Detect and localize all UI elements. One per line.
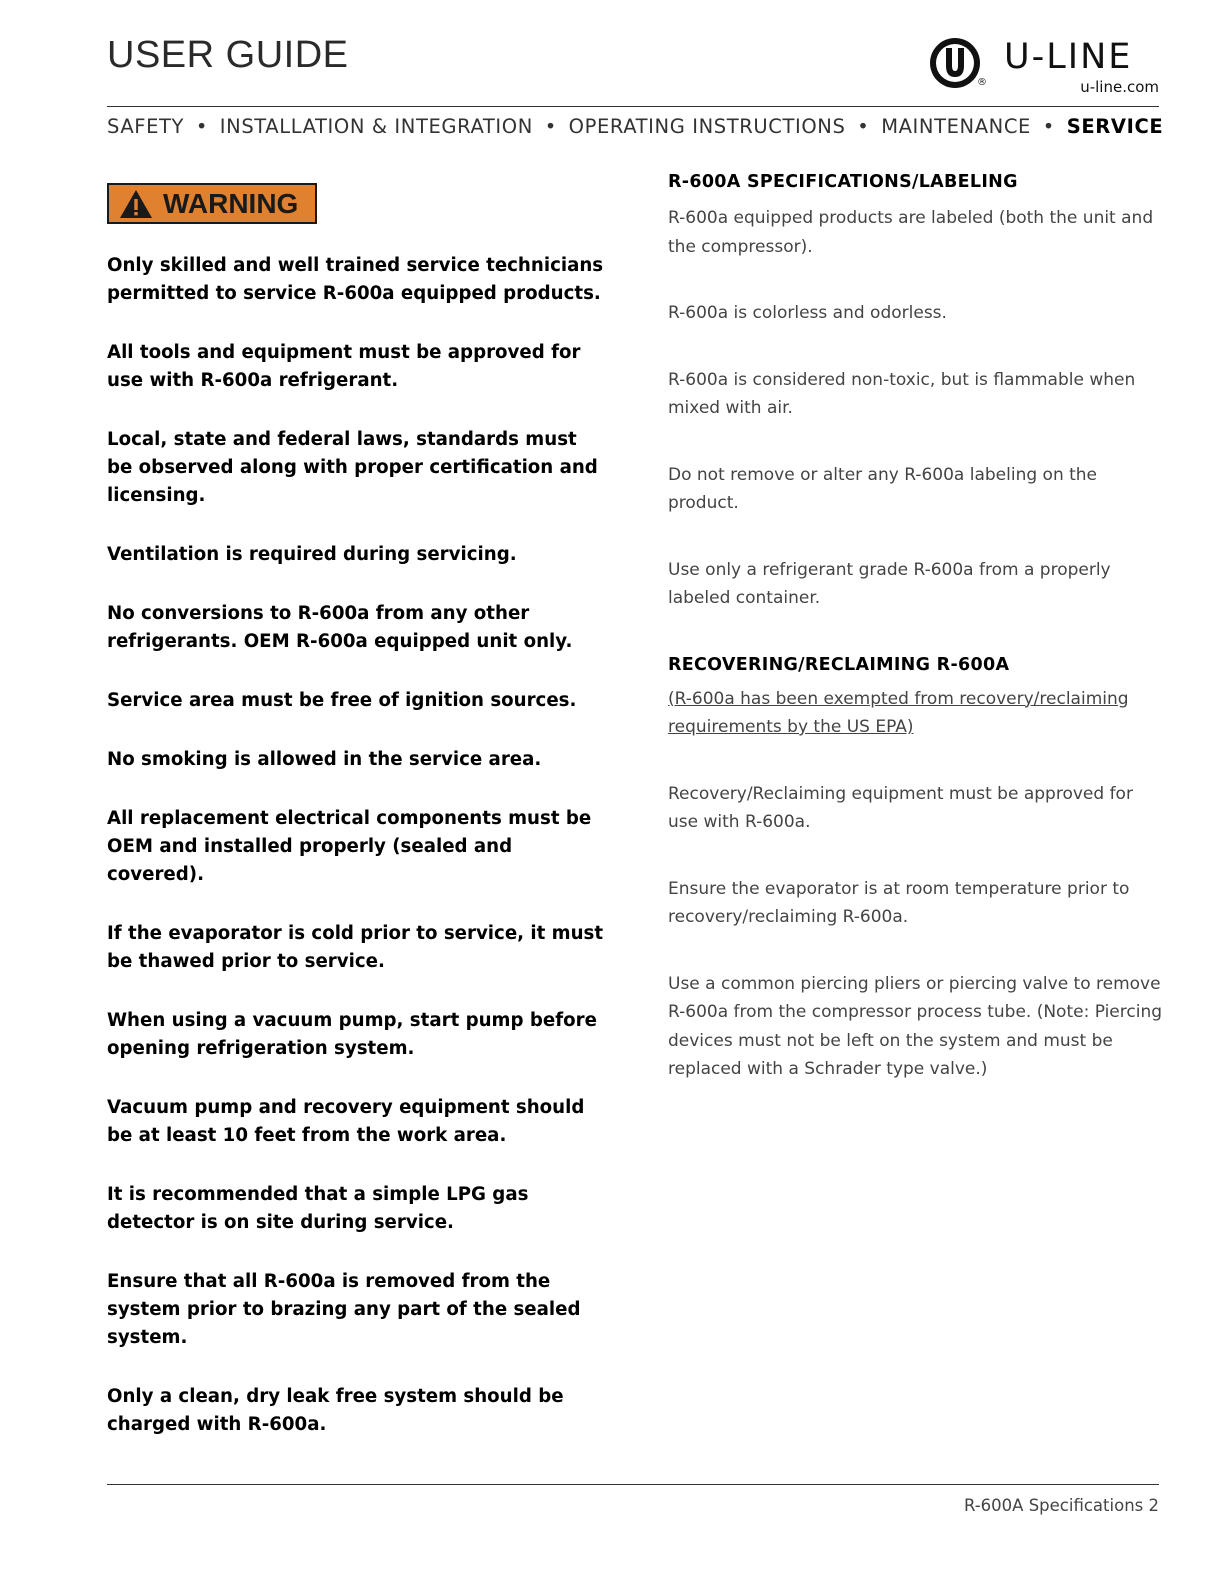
- section-breadcrumb: [107, 115, 1164, 138]
- nav-item-installation[interactable]: INSTALLATION & INTEGRATION: [219, 115, 533, 138]
- specs-paragraph: R-600a is colorless and odorless.: [668, 303, 947, 323]
- uline-logo-icon: [928, 36, 982, 90]
- nav-item-service[interactable]: SERVICE: [1066, 115, 1164, 138]
- header-divider: [107, 106, 1159, 107]
- warning-badge: [107, 183, 317, 224]
- specs-heading: R-600A SPECIFICATIONS/LABELING: [668, 172, 1018, 192]
- nav-separator: •: [195, 115, 208, 138]
- recovering-paragraph: Ensure the evaporator is at room temperature prior to recovery/reclaiming R-600a.: [668, 878, 1130, 927]
- specifications-column: [668, 170, 1163, 1084]
- warning-item: When using a vacuum pump, start pump before opening refrigeration system.: [107, 1010, 597, 1059]
- recovering-paragraph: Recovery/Reclaiming equipment must be approved for use with R-600a.: [668, 783, 1133, 832]
- recovering-heading: RECOVERING/RECLAIMING R-600A: [668, 654, 1010, 675]
- warning-item: No conversions to R-600a from any other refrigerants. OEM R-600a equipped unit only.: [107, 603, 573, 652]
- nav-item-operating[interactable]: OPERATING INSTRUCTIONS: [568, 115, 846, 138]
- warning-item: If the evaporator is cold prior to service, it must be thawed prior to service.: [107, 923, 604, 972]
- footer-divider: [107, 1484, 1159, 1485]
- warning-item: Local, state and federal laws, standards must be observed along with proper certification and licensing.: [107, 429, 598, 506]
- brand-logo: [928, 34, 1160, 96]
- warning-item: Ventilation is required during servicing.: [107, 544, 517, 565]
- brand-url[interactable]: u-line.com: [1080, 78, 1159, 96]
- registered-mark: ®: [977, 77, 987, 88]
- nav-separator: •: [857, 115, 870, 138]
- nav-separator: •: [544, 115, 557, 138]
- warning-item: All replacement electrical components must be OEM and installed properly (sealed and covered).: [107, 808, 592, 885]
- warning-item: Vacuum pump and recovery equipment should be at least 10 feet from the work area.: [107, 1097, 585, 1146]
- warning-item: It is recommended that a simple LPG gas detector is on site during service.: [107, 1184, 529, 1233]
- warning-item: Only skilled and well trained service technicians permitted to service R-600a equipped products.: [107, 255, 604, 304]
- specs-paragraph: R-600a is considered non-toxic, but is flammable when mixed with air.: [668, 369, 1136, 418]
- warning-triangle-icon: [119, 189, 153, 219]
- page-title: USER GUIDE: [107, 34, 349, 76]
- warning-item: Service area must be free of ignition sources.: [107, 690, 577, 711]
- warning-list: [107, 252, 607, 1439]
- recovering-paragraph: Use a common piercing pliers or piercing valve to remove R-600a from the compressor process tube. (Note: Piercing devices must not be left on the system and must be replaced with a Schrader type valve.): [668, 973, 1163, 1079]
- page-footer: R-600A Specifications 2: [963, 1496, 1159, 1515]
- brand-name: U-LINE: [1004, 37, 1133, 77]
- warning-label: WARNING: [163, 187, 299, 219]
- nav-item-maintenance[interactable]: MAINTENANCE: [881, 115, 1031, 138]
- warning-item: Ensure that all R-600a is removed from the system prior to brazing any part of the sealed system.: [107, 1271, 581, 1348]
- specs-paragraph: R-600a equipped products are labeled (both the unit and the compressor).: [668, 208, 1154, 257]
- nav-separator: •: [1042, 115, 1055, 138]
- specs-paragraph: Do not remove or alter any R-600a labeling on the product.: [668, 464, 1098, 513]
- warning-item: No smoking is allowed in the service area.: [107, 749, 542, 770]
- warning-item: All tools and equipment must be approved for use with R-600a refrigerant.: [107, 342, 581, 391]
- nav-item-safety[interactable]: SAFETY: [107, 115, 185, 138]
- warning-item: Only a clean, dry leak free system should be charged with R-600a.: [107, 1386, 564, 1435]
- epa-exemption-link[interactable]: (R-600a has been exempted from recovery/reclaiming requirements by the US EPA): [668, 688, 1129, 737]
- specs-paragraph: Use only a refrigerant grade R-600a from a properly labeled container.: [668, 559, 1111, 608]
